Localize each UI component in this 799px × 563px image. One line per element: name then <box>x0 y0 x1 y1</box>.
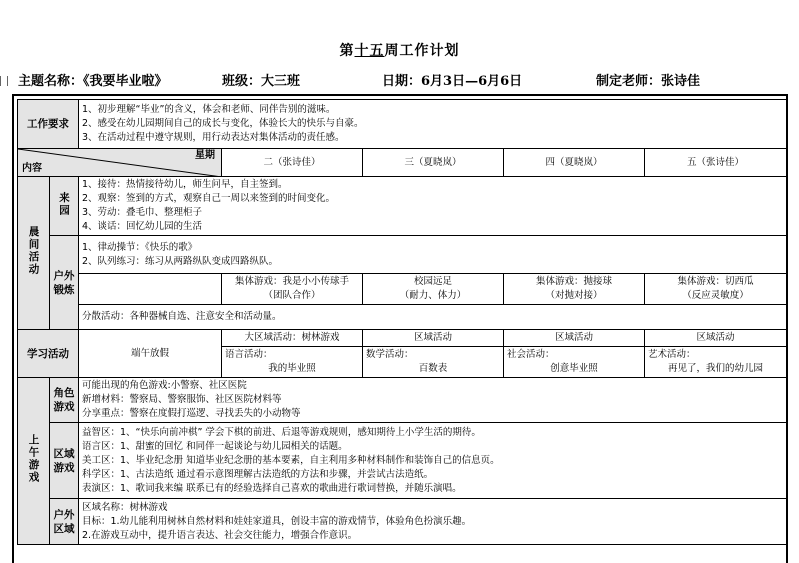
arrival-label: 来园 <box>50 177 79 236</box>
outdoor-exercise-content <box>79 236 787 274</box>
scattered-activity-row <box>18 305 787 330</box>
arrival-content <box>79 177 787 236</box>
theme-name: 主题名称：《我要毕业啦》 <box>18 74 168 89</box>
requirements-content <box>79 100 787 149</box>
study-lesson-3: 社会活动： 创意毕业照 <box>504 347 645 378</box>
arrival-line: 4、谈话：回忆幼儿园的生活 <box>82 221 203 232</box>
outdoor-exercise-row <box>18 236 787 274</box>
outdoor-area-content <box>79 499 787 545</box>
title-suffix: 周工作计划 <box>384 43 460 59</box>
outdoor-game-thursday: 集体游戏：抛接球 （对抛对接） <box>504 274 645 305</box>
role-play-line: 新增材料：警察局、警察服饰、社区医院材料等 <box>82 394 282 405</box>
outdoor-area-label: 户外区域 <box>50 499 79 545</box>
week-number: 十五 <box>354 43 385 59</box>
outdoor-area-line: 区域名称：树林游戏 <box>82 501 168 513</box>
role-play-content <box>79 378 787 423</box>
requirements-row <box>18 100 787 149</box>
teacher-name: 制定老师：张诗佳 <box>596 74 701 89</box>
diagonal-line <box>18 149 222 177</box>
outdoor-exercise-label: 户外锻炼 <box>50 236 79 330</box>
study-area-thursday: 区域活动 <box>363 330 504 347</box>
arrival-row <box>18 177 787 236</box>
area-games-label: 区域游戏 <box>50 423 79 499</box>
outdoor-area-row <box>18 499 787 545</box>
outdoor-games-row <box>18 274 787 305</box>
arrival-line: 2、观察：签到的方式，观察自己一周以来签到的时间变化。 <box>82 193 336 204</box>
corner-content-label: 内容 <box>22 163 42 174</box>
outdoor-game-friday: 集体游戏：切西瓜 （反应灵敏度） <box>645 274 787 305</box>
title-prefix: 第 <box>339 43 355 59</box>
study-lesson-2: 数学活动： 百数表 <box>363 347 504 378</box>
outdoor-area-line: 2.在游戏互动中，提升语言表达、社会交往能力，增强合作意识。 <box>82 529 358 541</box>
area-games-content <box>79 423 787 499</box>
role-play-line: 可能出现的角色游戏:小警察、社区医院 <box>82 380 247 391</box>
arrival-line: 3、劳动：叠毛巾、整理柜子 <box>82 207 203 218</box>
date-range: 日期：6月3日—6月6日 <box>382 74 523 89</box>
day-wednesday: 三（夏晓岚） <box>363 149 504 177</box>
study-area-friday: 区域活动 <box>504 330 645 347</box>
requirement-line: 2、感受在幼儿园期间自己的成长与变化，体验长大的快乐与自豪。 <box>82 118 364 129</box>
corner-weekday-label: 星期 <box>195 150 215 161</box>
study-activity-label: 学习活动 <box>18 330 79 378</box>
day-header-row <box>18 149 787 177</box>
role-play-label: 角色游戏 <box>50 378 79 423</box>
role-play-row <box>18 378 787 423</box>
blank-cell <box>79 274 222 305</box>
role-play-line: 分享重点：警察在度假打巡逻、寻找丢失的小动物等 <box>82 408 301 419</box>
corner-cell <box>18 149 222 177</box>
exercise-line: 1、律动操节：《快乐的歌》 <box>82 241 198 253</box>
page-title <box>0 40 799 60</box>
outdoor-game-wednesday: 校园远足 （耐力、体力） <box>363 274 504 305</box>
area-game-line: 科学区：1、古法造纸 通过看示意图理解古法造纸的方法和步骤，并尝试古法造纸。 <box>82 468 434 480</box>
day-tuesday: 二（张诗佳） <box>222 149 363 177</box>
area-games-row <box>18 423 787 499</box>
requirement-line: 3、在活动过程中遵守规则，用行动表达对集体活动的责任感。 <box>82 132 345 143</box>
study-lesson-4: 艺术活动： 再见了，我们的幼儿园 <box>645 347 787 378</box>
outdoor-game-tuesday: 集体游戏：我是小小传球手 （团队合作） <box>222 274 363 305</box>
area-game-line: 美工区：1、毕业纪念册 知道毕业纪念册的基本要素，自主利用多种材料制作和装饰自己的信息页。 <box>82 454 500 466</box>
plan-table <box>17 99 787 545</box>
study-top-row <box>18 330 787 347</box>
arrival-line: 1、接待：热情接待幼儿，师生问早，自主签到。 <box>82 179 288 190</box>
morning-activity-label: 晨间活动 <box>18 177 50 330</box>
class-name: 班级：大三班 <box>222 74 301 89</box>
area-game-line: 益智区：1、“快乐向前冲棋” 学会下棋的前进、后退等游戏规则，感知期待上小学生活的期待。 <box>82 426 481 438</box>
exercise-line: 2、队列练习：练习从两路纵队变成四路纵队。 <box>82 255 279 267</box>
area-game-line: 表演区：1、歌词我来编 联系已有的经验选择自己喜欢的歌曲进行歌词替换，并随乐演唱。 <box>82 482 462 494</box>
morning-games-label: 上午游戏 <box>18 378 50 545</box>
study-area-extra: 区域活动 <box>645 330 787 347</box>
area-game-line: 语言区：1、甜蜜的回忆 和同伴一起谈论与幼儿园相关的话题。 <box>82 440 348 452</box>
scattered-activity: 分散活动：各种器械自选、注意安全和活动量。 <box>79 305 787 330</box>
plan-info-row <box>0 70 799 90</box>
day-thursday: 四（夏晓岚） <box>504 149 645 177</box>
outdoor-area-line: 目标：1.幼儿能利用树林自然材料和娃娃家道具，创设丰富的游戏情节，体验角色扮演乐趣。 <box>82 515 472 527</box>
requirements-header: 工作要求 <box>18 100 79 149</box>
study-area-wednesday: 大区域活动：树林游戏 <box>222 330 363 347</box>
study-tuesday: 端午放假 <box>79 330 222 378</box>
study-lesson-1: 语言活动： 我的毕业照 <box>222 347 363 378</box>
requirement-line: 1、初步理解“毕业”的含义，体会和老师、同伴告别的滋味。 <box>82 104 336 115</box>
day-friday: 五（张诗佳） <box>645 149 787 177</box>
